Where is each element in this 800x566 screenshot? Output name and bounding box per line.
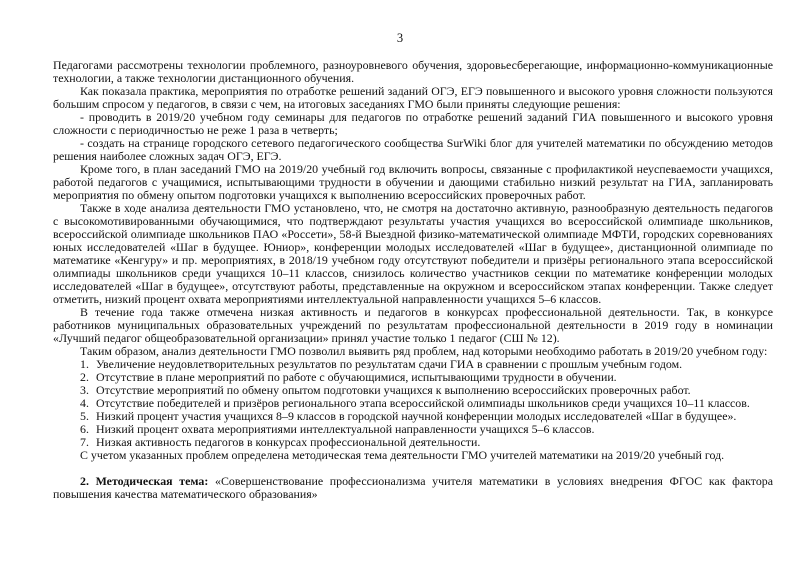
- list-item: 1. Увеличение неудовлетворительных результатов по результатам сдачи ГИА в сравнении с прошлым учебным годом.: [80, 357, 683, 371]
- section-heading: 2. Методическая тема:: [80, 474, 209, 488]
- section-theme-text: «Совершенствование профессионализма учителя математики в условиях внедрения ФГОС как фактора повышения качества математического образования»: [53, 474, 773, 501]
- page-number: 3: [396, 31, 404, 45]
- problems-list: [53, 358, 773, 449]
- paragraph-technologies: Педагогами рассмотрены технологии проблемного, разноуровневого обучения, здоровьесберегающие, информационно-коммуникационные технологии, а также технологии дистанционного обучения.: [53, 58, 773, 85]
- list-item: 7. Низкая активность педагогов в конкурсах профессиональной деятельности.: [80, 435, 481, 449]
- paragraph-activity: В течение года также отмечена низкая активность и педагогов в конкурсах профессиональной деятельности. Так, в конкурсе работников муниципальных образовательных учреждений по результатам профессиональной деятельности в 2019 году в номинации «Лучший педагог общеобразовательной организации» принял участие только 1 педагог (СШ № 12).: [53, 305, 773, 345]
- paragraph-analysis: Также в ходе анализа деятельности ГМО установлено, что, не смотря на достаточно активную, разнообразную деятельность педагогов с высокомотивированными обучающимися, что подтверждают результаты участия учащихся во всероссийской олимпиаде школьников, всероссийской олимпиаде школьников ПАО «Россети», 58-й Выездной физико-математической олимпиаде МФТИ, городских соревнованиях юных исследователей «Шаг в будущее. Юниор», конференции молодых исследователей «Шаг в будущее», дистанционной олимпиаде по математике «Кенгуру» и пр. мероприятиях, в 2018/19 учебном году отсутствуют победители и призёры регионального этапа всероссийской олимпиады школьников среди учащихся 10–11 классов, снизилось количество участников секции по математике конференции молодых исследователей «Шаг в будущее», отсутствуют работы, представленные на окружном и всероссийском этапах конференции. Также следует отметить, низкий процент охвата мероприятиями интеллектуальной направленности учащихся 5–6 классов.: [53, 201, 773, 306]
- list-item: 5. Низкий процент участия учащихся 8–9 классов в городской научной конференции молодых исследователей «Шаг в будущее».: [80, 409, 737, 423]
- paragraph-problems-intro: Таким образом, анализ деятельности ГМО позволил выявить ряд проблем, над которыми необходимо работать в 2019/20 учебном году:: [80, 344, 768, 358]
- decision-seminars: - проводить в 2019/20 учебном году семинары для педагогов по отработке решений заданий ГИА повышенного и высокого уровня сложности с периодичностью не реже 1 раза в четверть;: [53, 110, 773, 137]
- document-body: [53, 59, 773, 501]
- list-item: 2. Отсутствие в плане мероприятий по работе с обучающимися, испытывающими трудности в обучении.: [80, 370, 617, 384]
- list-item: 3. Отсутствие мероприятий по обмену опытом подготовки учащихся к выполнению всероссийских проверочных работ.: [80, 383, 691, 397]
- paragraph-plan: Кроме того, в план заседаний ГМО на 2019/20 учебный год включить вопросы, связанные с профилактикой неуспеваемости учащихся, работой педагогов с учащимися, испытывающими трудности в обучении и дающими стабильно низкий результат на ГИА, запланировать мероприятия по обмену опытом подготовки учащихся к выполнению всероссийских проверочных работ.: [53, 162, 773, 202]
- paragraph-practice: Как показала практика, мероприятия по отработке решений заданий ОГЭ, ЕГЭ повышенного и высокого уровня сложности пользуются большим спросом у педагогов, в связи с чем, на итоговых заседаниях ГМО были приняты следующие решения:: [53, 84, 773, 111]
- section-methodical-theme: [53, 475, 773, 501]
- list-item: 6. Низкий процент охвата мероприятиями интеллектуальной направленности учащихся 5–6 классов.: [80, 422, 595, 436]
- list-item: 4. Отсутствие победителей и призёров регионального этапа всероссийской олимпиады школьников среди учащихся 10–11 классов.: [80, 396, 750, 410]
- decision-blog: - создать на странице городского сетевого педагогического сообщества SurWiki блог для учителей математики по обсуждению методов решения наиболее сложных задач ОГЭ, ЕГЭ.: [53, 136, 773, 163]
- paragraph-theme-intro: С учетом указанных проблем определена методическая тема деятельности ГМО учителей математики на 2019/20 учебный год.: [80, 448, 725, 462]
